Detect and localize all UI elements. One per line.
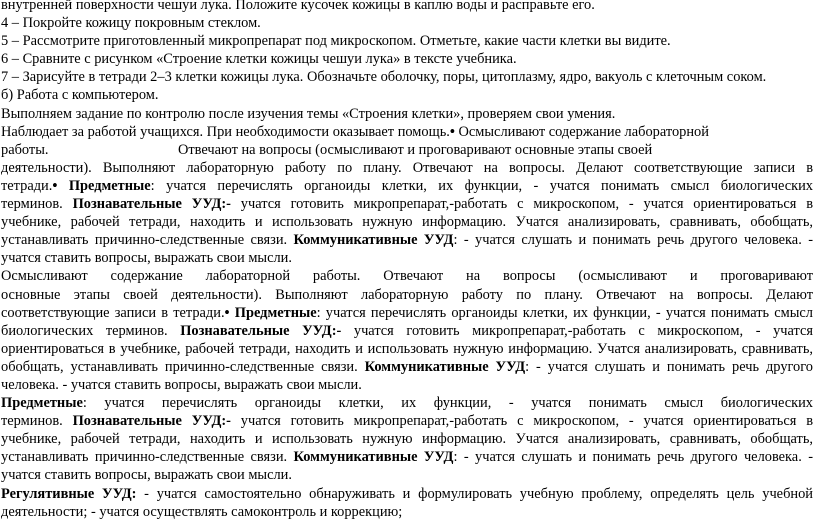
- document-page: [1, 0, 813, 521]
- text-line: [1, 159, 813, 177]
- bold-term: Предметные: [1, 395, 83, 412]
- text-run: внутренней поверхности чешуи лука. Положите кусочек кожицы в каплю воды и расправьте его.: [1, 0, 595, 13]
- bullet-icon: •: [224, 304, 230, 321]
- text-run: : - учатся слушать и понимать речь другого человека. -: [453, 232, 813, 249]
- text-run: б) Работа с компьютером.: [1, 87, 159, 104]
- text-line: [1, 231, 813, 249]
- bullet-icon: •: [52, 177, 58, 194]
- text-line: [1, 466, 813, 484]
- text-run: 6 – Сравните с рисунком «Строение клетки кожицы чешуи лука» в тексте учебника.: [1, 51, 517, 68]
- bold-term: Познавательные УУД:-: [180, 322, 342, 339]
- text-run: - учатся самостоятельно обнаруживать и формулировать учебную проблему, определять цель учебной: [136, 485, 813, 502]
- text-run: устанавливать причинно-следственные связи.: [1, 449, 294, 466]
- text-run: Наблюдает за работой учащихся. При необходимости оказывает помощь.: [1, 123, 450, 140]
- bold-term: Коммуникативные УУД: [293, 232, 454, 249]
- text-line: [1, 430, 813, 448]
- text-line: [1, 195, 813, 213]
- text-run: терминов.: [1, 196, 73, 213]
- text-run: ориентироваться в учебнике, рабочей тетради, находить и использовать нужную информацию. Учатся анализировать, сравнивать,: [1, 340, 813, 357]
- text-run: обобщать, устанавливать причинно-следственные связи.: [1, 358, 365, 375]
- text-run: учатся ставить вопросы, выражать свои мысли.: [1, 250, 292, 267]
- text-run: основные этапы своей деятельности). Выполняют лабораторную работу по плану. Отвечают на вопросы. Делают: [1, 286, 813, 303]
- text-line: [1, 0, 813, 14]
- text-run: устанавливать причинно-следственные связи.: [1, 232, 294, 249]
- text-line: [1, 394, 813, 412]
- text-line: [1, 503, 813, 521]
- text-run: Осмысливают содержание лабораторной работы. Отвечают на вопросы (осмысливают и проговаривают: [1, 268, 813, 285]
- text-line: [1, 286, 813, 304]
- text-run: учатся готовить микропрепарат,-работать с микроскопом, - учатся ориентироваться в: [230, 196, 813, 213]
- text-run: биологических терминов.: [1, 322, 181, 339]
- text-run: учатся готовить микропрепарат,-работать с микроскопом, - учатся: [341, 322, 813, 339]
- text-run: работы. Отвечают на вопросы (осмысливают и проговаривают основные этапы своей: [1, 141, 653, 158]
- text-line: [1, 485, 813, 503]
- bold-term: Познавательные УУД:-: [72, 196, 231, 213]
- text-line: [1, 14, 813, 32]
- bold-term: Предметные: [68, 177, 151, 194]
- bold-term: Коммуникативные УУД: [364, 358, 526, 375]
- bold-term: Коммуникативные УУД: [293, 449, 454, 466]
- text-line: [1, 358, 813, 376]
- text-run: деятельности). Выполняют лабораторную работу по плану. Отвечают на вопросы. Делают соответствующие записи в: [1, 159, 813, 176]
- text-line: [1, 105, 813, 123]
- text-line: [1, 267, 813, 285]
- text-run: : учатся перечислять органоиды клетки, их функции, - учатся понимать смысл: [316, 304, 813, 321]
- text-line: [1, 376, 813, 394]
- text-line: [1, 86, 813, 104]
- text-line: [1, 50, 813, 68]
- bold-term: Познавательные УУД:-: [72, 413, 231, 430]
- text-line: [1, 249, 813, 267]
- text-line: [1, 213, 813, 231]
- text-line: [1, 448, 813, 466]
- text-run: : - учатся слушать и понимать речь другого: [525, 358, 813, 375]
- text-line: [1, 141, 813, 159]
- bold-term: Регулятивные УУД:: [1, 485, 137, 502]
- text-run: 4 – Покройте кожицу покровным стеклом.: [1, 15, 261, 32]
- text-line: [1, 68, 813, 86]
- text-run: : учатся перечислять органоиды клетки, их функции, - учатся понимать смысл биологических: [82, 395, 813, 412]
- text-line: [1, 412, 813, 430]
- text-line: [1, 322, 813, 340]
- text-run: [57, 178, 68, 194]
- text-run: : учатся перечислять органоиды клетки, их функции, - учатся понимать смысл биологических: [150, 177, 813, 194]
- text-run: соответствующие записи в тетради.: [1, 304, 225, 321]
- text-run: 7 – Зарисуйте в тетради 2–3 клетки кожицы лука. Обозначьте оболочку, поры, цитоплазму, ядро, вакуоль с клеточным соком.: [1, 69, 767, 86]
- text-run: учебнике, рабочей тетради, находить и использовать нужную информацию. Учатся анализировать, сравнивать, обобщать,: [1, 214, 813, 231]
- text-run: учатся ставить вопросы, выражать свои мысли.: [1, 467, 292, 484]
- text-line: [1, 123, 813, 141]
- text-run: Выполняем задание по контролю после изучения темы «Строения клетки», проверяем свои умения.: [1, 105, 616, 122]
- text-run: тетради.: [1, 177, 53, 194]
- text-run: человека. - учатся ставить вопросы, выражать свои мысли.: [1, 376, 362, 393]
- text-run: деятельности; - учатся осуществлять самоконтроль и коррекцию;: [1, 503, 403, 520]
- text-line: [1, 340, 813, 358]
- text-run: 5 – Рассмотрите приготовленный микропрепарат под микроскопом. Отметьте, какие части клетки вы видите.: [1, 33, 671, 50]
- text-run: : - учатся слушать и понимать речь другого человека. -: [453, 449, 813, 466]
- text-line: [1, 32, 813, 50]
- text-run: терминов.: [1, 413, 73, 430]
- text-run: Осмысливают содержание лабораторной: [454, 123, 709, 140]
- text-run: учебнике, рабочей тетради, находить и использовать нужную информацию. Учатся анализировать, сравнивать, обобщать,: [1, 431, 813, 448]
- text-run: учатся готовить микропрепарат,-работать с микроскопом, - учатся ориентироваться в: [230, 413, 813, 430]
- text-line: [1, 177, 813, 195]
- bullet-icon: •: [449, 123, 455, 140]
- bold-term: Предметные: [234, 304, 317, 321]
- text-line: [1, 304, 813, 322]
